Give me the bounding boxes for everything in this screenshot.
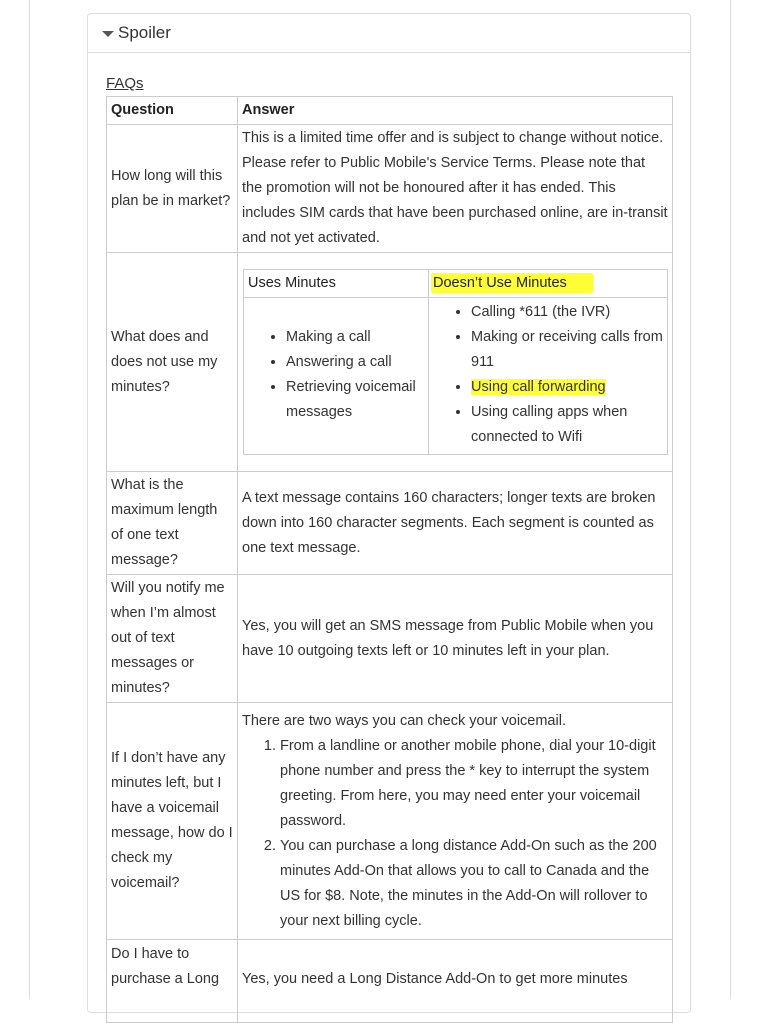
- question-cell: What is the maximum length of one text message?: [107, 472, 238, 575]
- faqs-link[interactable]: FAQs: [106, 75, 144, 92]
- page-left-rail: [29, 0, 30, 999]
- spoiler-container: [87, 13, 691, 1013]
- question-cell: Will you notify me when I’m almost out of text messages or minutes?: [107, 575, 238, 703]
- answer-cell: Yes, you need a Long Distance Add-On to get more minutes: [238, 940, 673, 1023]
- doesnt-use-minutes-header: [429, 270, 668, 298]
- table-header-row: [107, 97, 673, 125]
- spoiler-toggle[interactable]: [88, 14, 690, 53]
- list-item: • Calling *611 (the IVR): [471, 300, 663, 325]
- question-cell: If I don’t have any minutes left, but I have a voicemail message, how do I check my voicemail?: [107, 703, 238, 940]
- uses-minutes-list-cell: [244, 298, 429, 455]
- table-row: [107, 703, 673, 940]
- minutes-usage-table: [243, 269, 668, 455]
- caret-down-icon: [102, 31, 114, 37]
- answer-cell: A text message contains 160 characters; longer texts are broken down into 160 character segments. Each segment is counted as one text message.: [238, 472, 673, 575]
- uses-minutes-header: Uses Minutes: [244, 270, 429, 298]
- table-row: [107, 472, 673, 575]
- table-row: [107, 253, 673, 472]
- question-cell: What does and does not use my minutes?: [107, 253, 238, 472]
- answer-intro: There are two ways you can check your voicemail.: [242, 712, 566, 729]
- highlighted-header-text: Doesn’t Use Minutes: [431, 273, 593, 293]
- list-item: [471, 375, 663, 400]
- column-header-answer: Answer: [238, 97, 673, 125]
- answer-cell: Yes, you will get an SMS message from Public Mobile when you have 10 outgoing texts left or 10 minutes left in your plan.: [238, 575, 673, 703]
- table-row: [107, 125, 673, 253]
- list-item: • Retrieving voicemail messages: [286, 375, 424, 425]
- question-cell: How long will this plan be in market?: [107, 125, 238, 253]
- question-cell: Do I have to purchase a Long: [107, 940, 238, 1023]
- answer-cell: [238, 703, 673, 940]
- list-item: • Making a call: [286, 325, 424, 350]
- list-item: • Using calling apps when connected to Wifi: [471, 400, 663, 450]
- answer-cell: This is a limited time offer and is subject to change without notice. Please refer to Public Mobile's Service Terms. Please note that the promotion will not be honoured after it has ended. This includes SIM cards that have been purchased online, are in-transit and not yet activated.: [238, 125, 673, 253]
- list-item: 2. You can purchase a long distance Add-On such as the 200 minutes Add-On that allows you to call to Canada and the US for $8. Note, the minutes in the Add-On will rollover to your next billing cycle.: [280, 834, 668, 934]
- answer-cell: [238, 253, 673, 472]
- column-header-question: Question: [107, 97, 238, 125]
- table-row: [107, 940, 673, 1023]
- list-item: 1. From a landline or another mobile phone, dial your 10-digit phone number and press the * key to interrupt the system greeting. From here, you may need enter your voicemail password.: [280, 734, 668, 834]
- list-item: • Answering a call: [286, 350, 424, 375]
- faq-table: [106, 96, 673, 1023]
- spoiler-label: Spoiler: [118, 23, 171, 42]
- page-right-rail: [730, 0, 731, 999]
- doesnt-use-minutes-list: [433, 300, 663, 450]
- highlighted-text: Using call forwarding: [471, 379, 606, 395]
- uses-minutes-list: [248, 325, 424, 425]
- list-item: • Making or receiving calls from 911: [471, 325, 663, 375]
- voicemail-steps-list: [242, 734, 668, 934]
- table-row: [107, 575, 673, 703]
- doesnt-use-minutes-list-cell: [429, 298, 668, 455]
